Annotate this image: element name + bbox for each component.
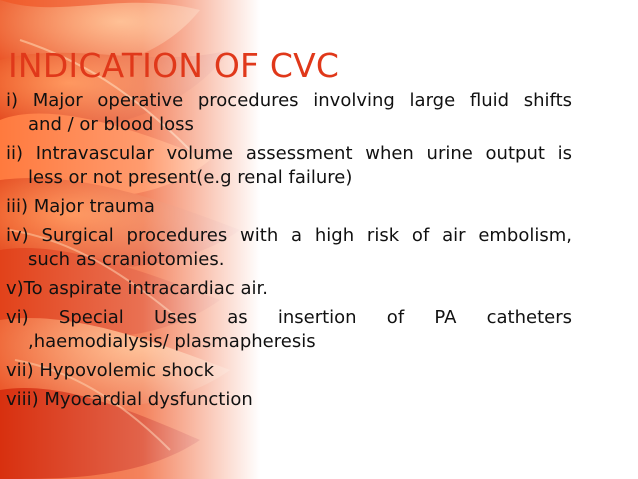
list-item (6, 89, 572, 137)
list-item-line: ii) Intravascular volume assessment when urine output is (6, 143, 572, 164)
list-item (6, 142, 572, 190)
list-item (6, 277, 572, 301)
list-item-continuation: ,haemodialysis/ plasmapheresis (28, 331, 316, 352)
list-item-line: iii) Major trauma (6, 196, 155, 217)
list-item-continuation: such as craniotomies. (28, 249, 225, 270)
list-item-line: viii) Myocardial dysfunction (6, 389, 253, 410)
list-item-line: vi) Special Uses as insertion of PA catheters (6, 307, 572, 328)
list-item (6, 388, 572, 412)
list-item (6, 306, 572, 354)
list-item-continuation: less or not present(e.g renal failure) (28, 167, 353, 188)
list-item-line: iv) Surgical procedures with a high risk of air embolism, (6, 225, 572, 246)
list-item (6, 224, 572, 272)
list-item-line: i) Major operative procedures involving large fluid shifts (6, 90, 572, 111)
list-item-continuation: and / or blood loss (28, 114, 194, 135)
list-item (6, 359, 572, 383)
slide-title: INDICATION OF CVC (8, 46, 340, 85)
list-item-line: v)To aspirate intracardiac air. (6, 278, 268, 299)
indication-list (6, 89, 572, 417)
list-item (6, 195, 572, 219)
list-item-line: vii) Hypovolemic shock (6, 360, 215, 381)
